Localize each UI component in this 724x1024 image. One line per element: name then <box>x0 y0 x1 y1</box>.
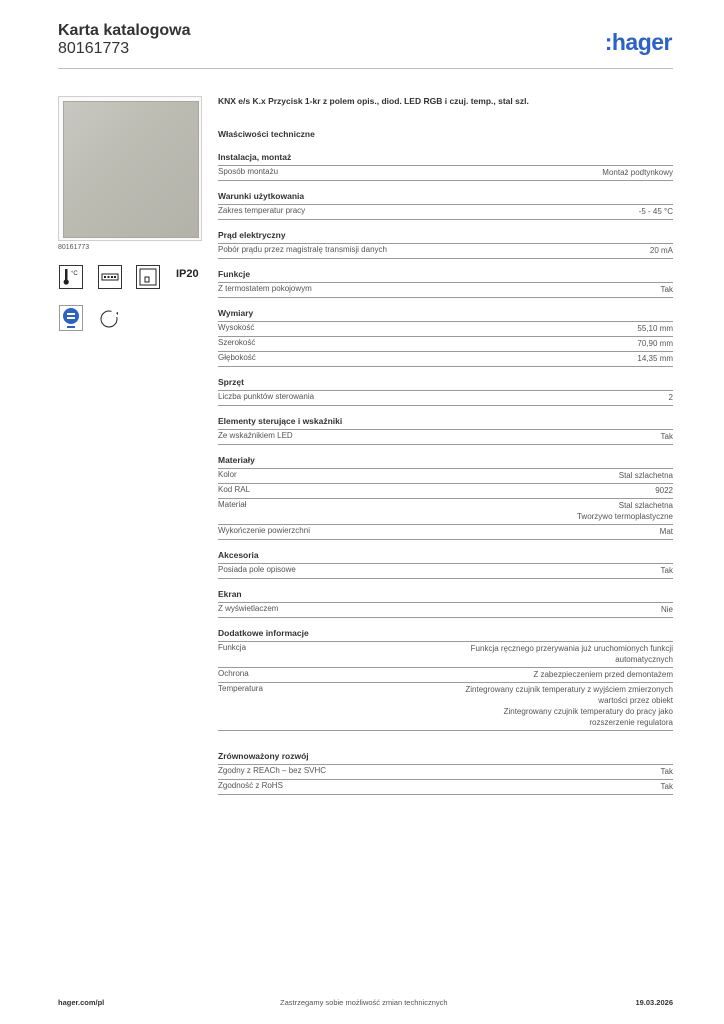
spec-label: Ze wskaźnikiem LED <box>218 431 293 440</box>
spec-value-line: automatycznych <box>615 655 673 664</box>
spec-row <box>218 765 673 780</box>
spec-label: Wysokość <box>218 323 255 332</box>
spec-row <box>218 642 673 668</box>
spec-value <box>471 643 673 665</box>
spec-row <box>218 780 673 795</box>
spec-value: 14,35 mm <box>637 354 673 363</box>
spec-label: Zakres temperatur pracy <box>218 206 306 215</box>
spec-value-line: Zintegrowany czujnik temperatury do pracy jako <box>503 707 673 716</box>
spec-row <box>218 166 673 181</box>
spec-value: 2 <box>668 393 673 402</box>
footer-date: 19.03.2026 <box>635 998 673 1007</box>
spec-value-line: Zintegrowany czujnik temperatury z wyjściem zmierzonych <box>465 685 673 694</box>
spec-group-heading: Instalacja, montaż <box>218 152 673 166</box>
spec-group <box>218 550 673 579</box>
spec-value: -5 - 45 °C <box>638 207 673 216</box>
spec-group <box>218 455 673 540</box>
spec-value: Stal szlachetna <box>618 471 673 480</box>
specs-title: Właściwości techniczne <box>218 129 315 139</box>
spec-value: Tak <box>660 432 673 441</box>
spec-value: Montaż podtynkowy <box>602 168 673 177</box>
spec-value-line: wartości przez obiekt <box>598 696 673 705</box>
spec-value-line: Stal szlachetna <box>618 501 673 510</box>
product-name: KNX e/s K.x Przycisk 1-kr z polem opis., diod. LED RGB i czuj. temp., stal szl. <box>218 96 529 106</box>
spec-value-line: Tworzywo termoplastyczne <box>576 512 673 521</box>
page-title: Karta katalogowa <box>58 22 191 39</box>
spec-group-heading: Zrównoważony rozwój <box>218 751 673 765</box>
spec-group <box>218 751 673 795</box>
spec-group-heading: Wymiary <box>218 308 673 322</box>
spec-group <box>218 230 673 259</box>
spec-label: Liczba punktów sterowania <box>218 392 315 401</box>
product-image <box>63 101 199 238</box>
keypad-icon <box>98 265 122 289</box>
spec-label: Z wyświetlaczem <box>218 604 279 613</box>
spec-label: Zgodność z RoHS <box>218 781 283 790</box>
spec-label: Temperatura <box>218 684 263 693</box>
spec-label: Materiał <box>218 500 247 509</box>
spec-label: Ochrona <box>218 669 249 678</box>
spec-row <box>218 484 673 499</box>
spec-row <box>218 205 673 220</box>
spec-group <box>218 628 673 731</box>
spec-value: Z zabezpieczeniem przed demontażem <box>533 670 673 679</box>
spec-label: Głębokość <box>218 353 256 362</box>
spec-value <box>577 500 673 522</box>
spec-group <box>218 589 673 618</box>
spec-value: Mat <box>659 527 673 536</box>
spec-row <box>218 352 673 367</box>
spec-row <box>218 564 673 579</box>
product-image-frame <box>58 96 202 241</box>
specs-panel <box>218 129 673 805</box>
spec-row <box>218 603 673 618</box>
svg-text:°C: °C <box>71 271 78 277</box>
spec-value: Tak <box>660 767 673 776</box>
product-image-caption: 80161773 <box>58 244 90 251</box>
spec-label: Zgodny z REACh – bez SVHC <box>218 766 327 775</box>
knx-logo-icon <box>59 305 83 331</box>
spec-row <box>218 430 673 445</box>
spec-group-heading: Sprzęt <box>218 377 673 391</box>
spec-group <box>218 377 673 406</box>
spec-group-heading: Prąd elektryczny <box>218 230 673 244</box>
thermometer-celsius-icon <box>59 265 83 289</box>
spec-label: Funkcja <box>218 643 247 652</box>
spec-value: 55,10 mm <box>637 324 673 333</box>
spec-group-heading: Materiały <box>218 455 673 469</box>
spec-group-heading: Warunki użytkowania <box>218 191 673 205</box>
spec-row <box>218 391 673 406</box>
spec-row <box>218 283 673 298</box>
spec-group <box>218 308 673 367</box>
mounting-box-icon <box>136 265 160 289</box>
spec-value-line: Funkcja ręcznego przerywania już uruchomionych funkcji <box>470 644 673 653</box>
hager-logo: :hager <box>604 29 672 55</box>
spec-group-heading: Akcesoria <box>218 550 673 564</box>
spec-row <box>218 337 673 352</box>
hager-logo-text: hager <box>611 29 672 55</box>
spec-value <box>465 684 673 728</box>
spec-group <box>218 416 673 445</box>
spec-value: 70,90 mm <box>637 339 673 348</box>
spec-group <box>218 191 673 220</box>
spec-value: Nie <box>660 605 673 614</box>
spec-row <box>218 322 673 337</box>
spec-row <box>218 244 673 259</box>
spec-label: Kolor <box>218 470 237 479</box>
spec-group-heading: Ekran <box>218 589 673 603</box>
spec-value-line: rozszerzenie regulatora <box>589 718 673 727</box>
spec-label: Kod RAL <box>218 485 251 494</box>
spec-label: Wykończenie powierzchni <box>218 526 310 535</box>
spec-group-heading: Dodatkowe informacje <box>218 628 673 642</box>
rotate-icon <box>98 307 122 331</box>
spec-value: 20 mA <box>649 246 673 255</box>
ip-rating: IP20 <box>176 268 199 280</box>
spec-group-heading: Elementy sterujące i wskaźniki <box>218 416 673 430</box>
spec-row <box>218 683 673 731</box>
spec-value: Tak <box>660 285 673 294</box>
spec-group-heading: Funkcje <box>218 269 673 283</box>
spec-label: Pobór prądu przez magistralę transmisji danych <box>218 245 387 254</box>
spec-value: 9022 <box>655 486 673 495</box>
footer-disclaimer: Zastrzegamy sobie możliwość zmian technicznych <box>280 998 448 1007</box>
group-spacer <box>218 741 673 751</box>
header-divider <box>58 68 673 69</box>
footer-website: hager.com/pl <box>58 998 105 1007</box>
spec-label: Szerokość <box>218 338 256 347</box>
spec-row <box>218 469 673 484</box>
spec-row <box>218 525 673 540</box>
spec-group <box>218 152 673 181</box>
spec-label: Posiada pole opisowe <box>218 565 296 574</box>
spec-row <box>218 668 673 683</box>
spec-row <box>218 499 673 525</box>
catalog-number: 80161773 <box>58 40 130 57</box>
spec-value: Tak <box>660 566 673 575</box>
spec-label: Z termostatem pokojowym <box>218 284 312 293</box>
spec-label: Sposób montażu <box>218 167 279 176</box>
spec-value: Tak <box>660 782 673 791</box>
spec-group <box>218 269 673 298</box>
